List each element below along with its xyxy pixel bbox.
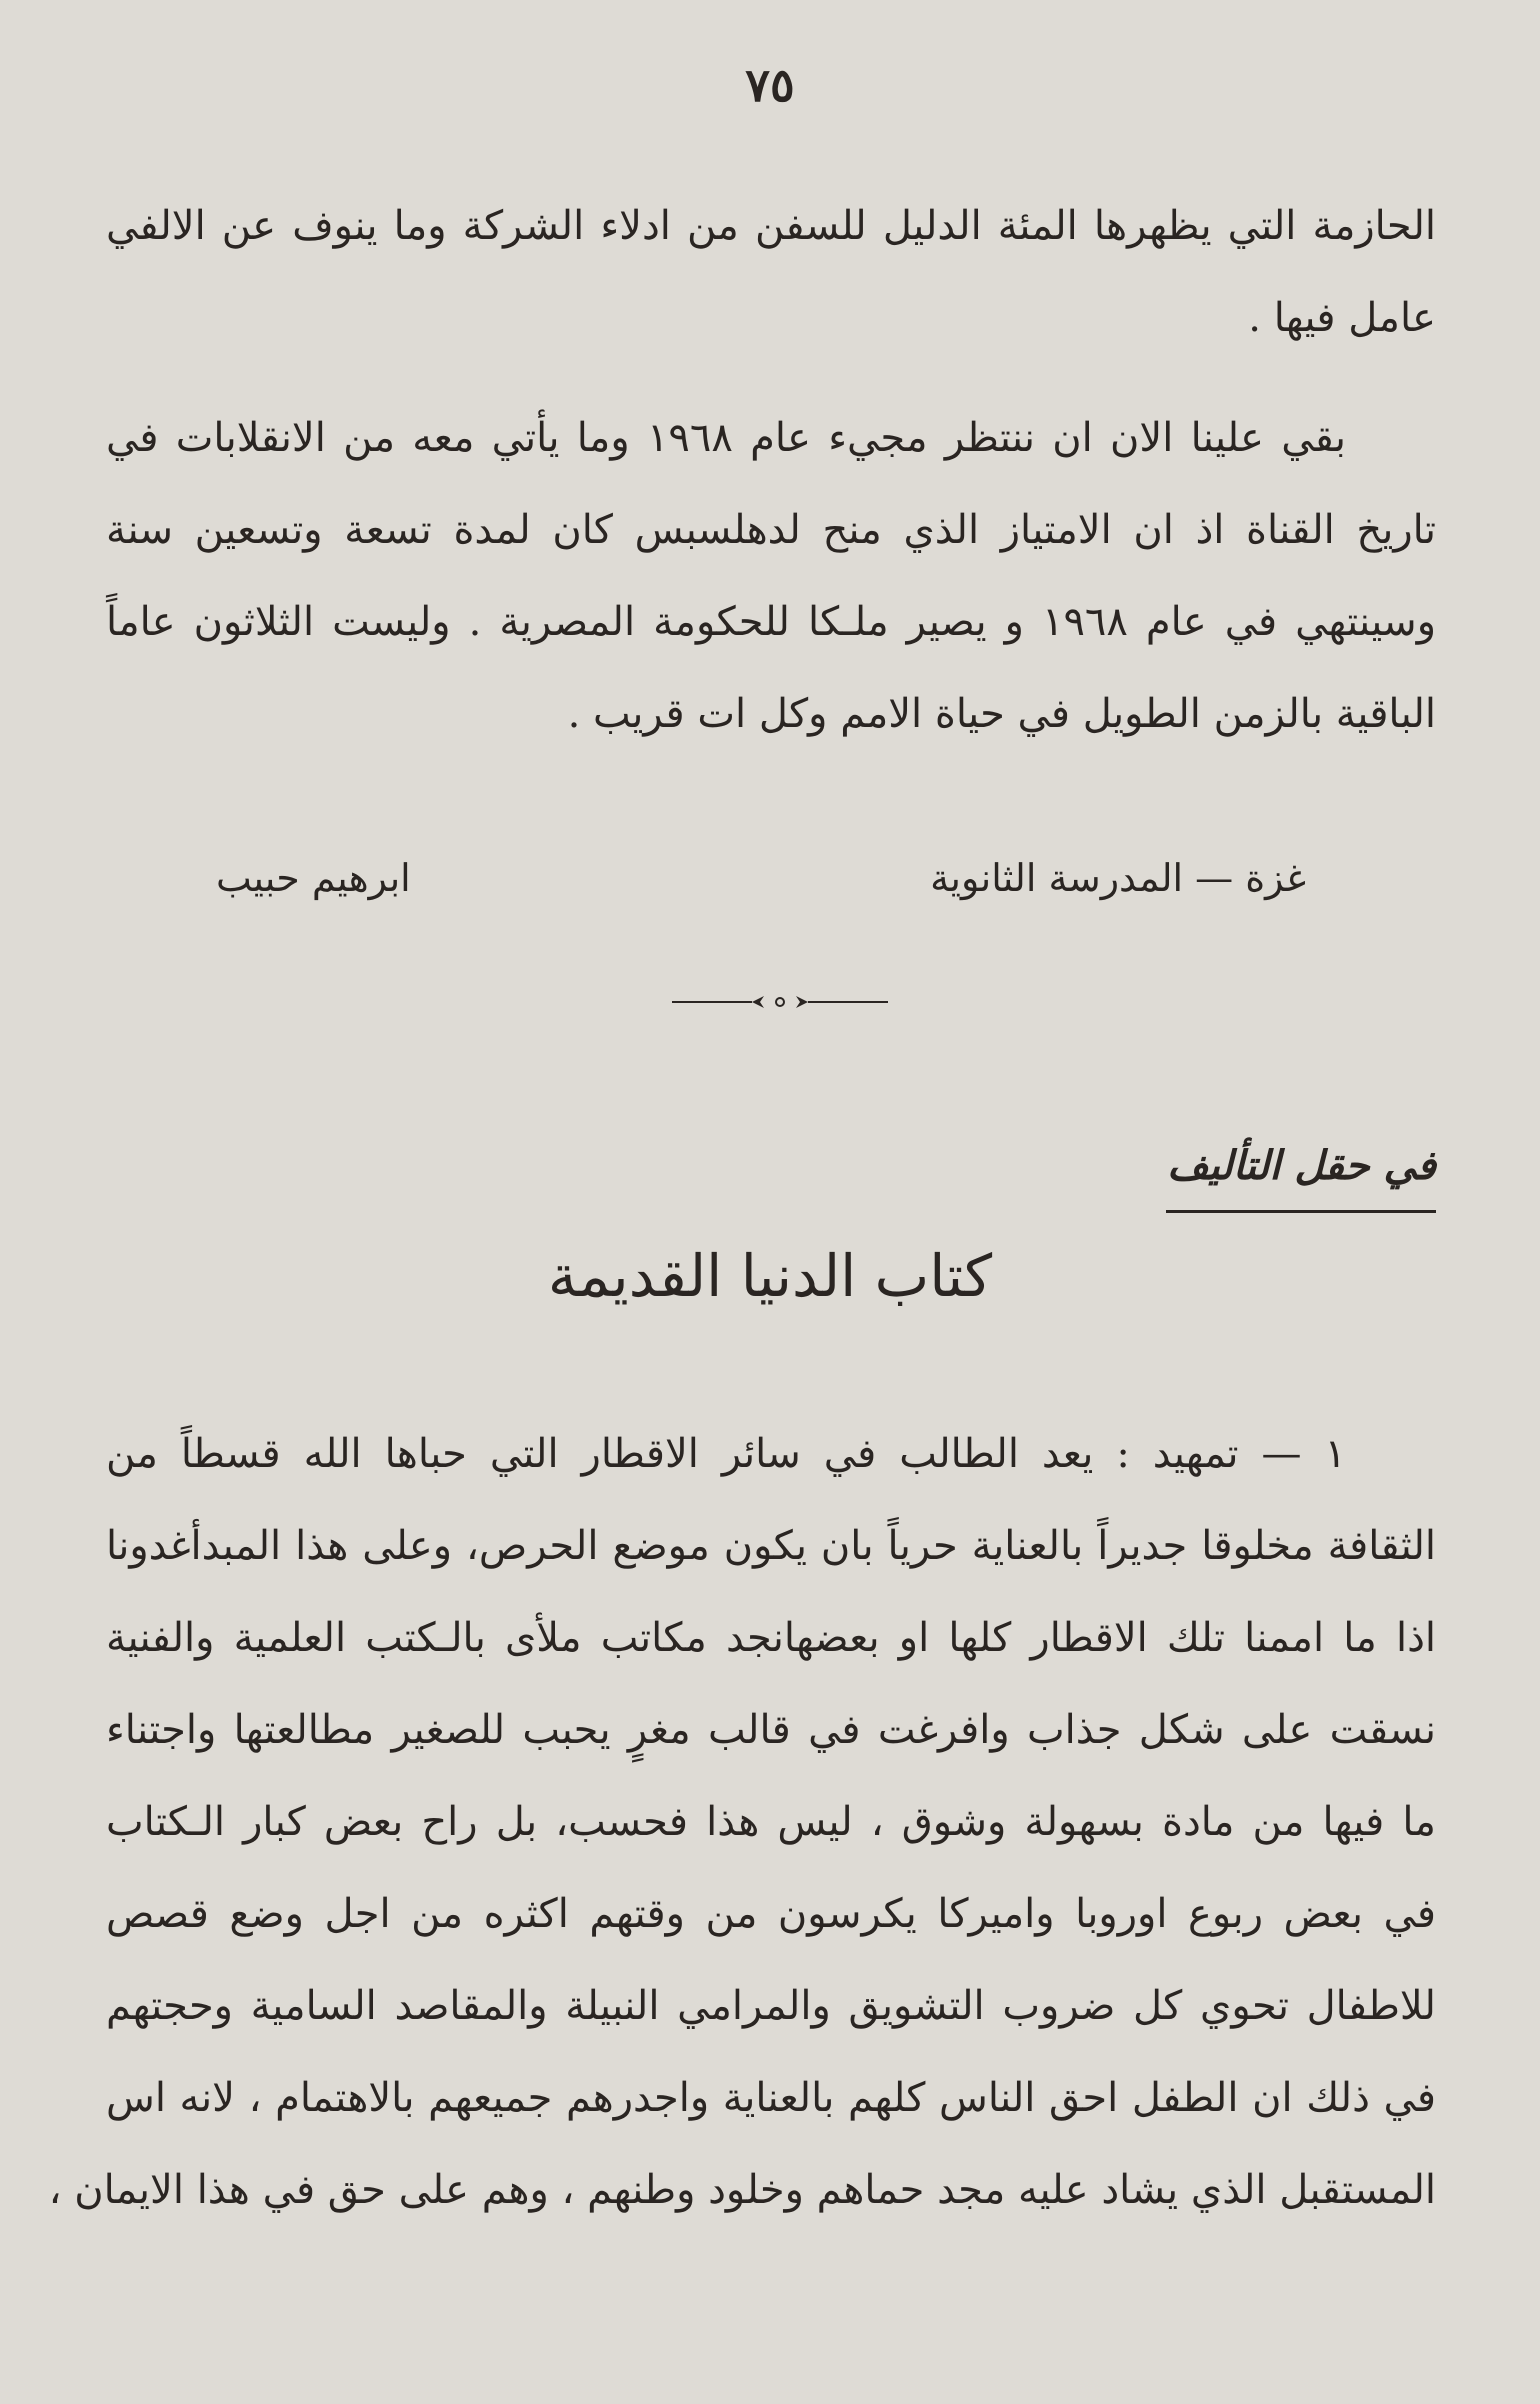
text-line: ما فيها من مادة بسهولة وشوق ، ليس هذا فحسب، بل راح بعض كبار الـكتاب (106, 1799, 1436, 1845)
text-line: الحازمة التي يظهرها المئة الدليل للسفن من ادلاء الشركة وما ينوف عن الالفي (106, 203, 1436, 249)
text-line: في ذلك ان الطفل احق الناس كلهم بالعناية واجدرهم جميعهم بالاهتمام ، لانه اس (106, 2075, 1436, 2121)
signature-school: غزة — المدرسة الثانوية (930, 856, 1306, 900)
paragraph-canal-ending (106, 180, 1436, 364)
text-line: نسقت على شكل جذاب وافرغت في قالب مغرٍ يحبب للصغير مطالعتها واجتناء (106, 1707, 1436, 1753)
text-line: للاطفال تحوي كل ضروب التشويق والمرامي النبيلة والمقاصد السامية وحجتهم (106, 1983, 1436, 2029)
page-number: ٧٥ (745, 58, 795, 112)
article-signature (106, 832, 1436, 924)
signature-author: ابرهيم حبيب (216, 856, 411, 900)
paragraph-concession (106, 392, 1436, 760)
text-line: تاريخ القناة اذ ان الامتياز الذي منح لدهلسبس كان لمدة تسعة وتسعين سنة (106, 507, 1436, 553)
text-line: بقي علينا الان ان ننتظر مجيء عام ١٩٦٨ وما يأتي معه من الانقلابات في (106, 415, 1347, 461)
paragraph-introduction (48, 1408, 1436, 2236)
text-line: المستقبل الذي يشاد عليه مجد حماهم وخلود وطنهم ، وهم على حق في هذا الايمان ، (48, 2167, 1436, 2213)
text-line: في بعض ربوع اوروبا واميركا يكرسون من وقتهم اكثره من اجل وضع قصص (106, 1891, 1436, 1937)
article-heading: كتاب الدنيا القديمة (547, 1242, 993, 1310)
text-line: ١ — تمهيد : يعد الطالب في سائر الاقطار التي حباها الله قسطاً من (106, 1431, 1346, 1477)
text-line: الباقية بالزمن الطويل في حياة الامم وكل ات قريب . (567, 691, 1436, 737)
text-line: الثقافة مخلوقا جديراً بالعناية حرياً بان يكون موضع الحرص، وعلى هذا المبدأغدونا (106, 1523, 1436, 1569)
text-line: عامل فيها . (1248, 295, 1436, 341)
text-line: اذا ما اممنا تلك الاقطار كلها او بعضهانجد مكاتب ملأى بالـكتب العلمية والفنية (106, 1615, 1436, 1661)
ornament-divider (672, 990, 888, 1014)
section-label: في حقل التأليف (1166, 1126, 1436, 1213)
text-line: وسينتهي في عام ١٩٦٨ و يصير ملـكا للحكومة المصرية . وليست الثلاثون عاماً (106, 599, 1437, 645)
